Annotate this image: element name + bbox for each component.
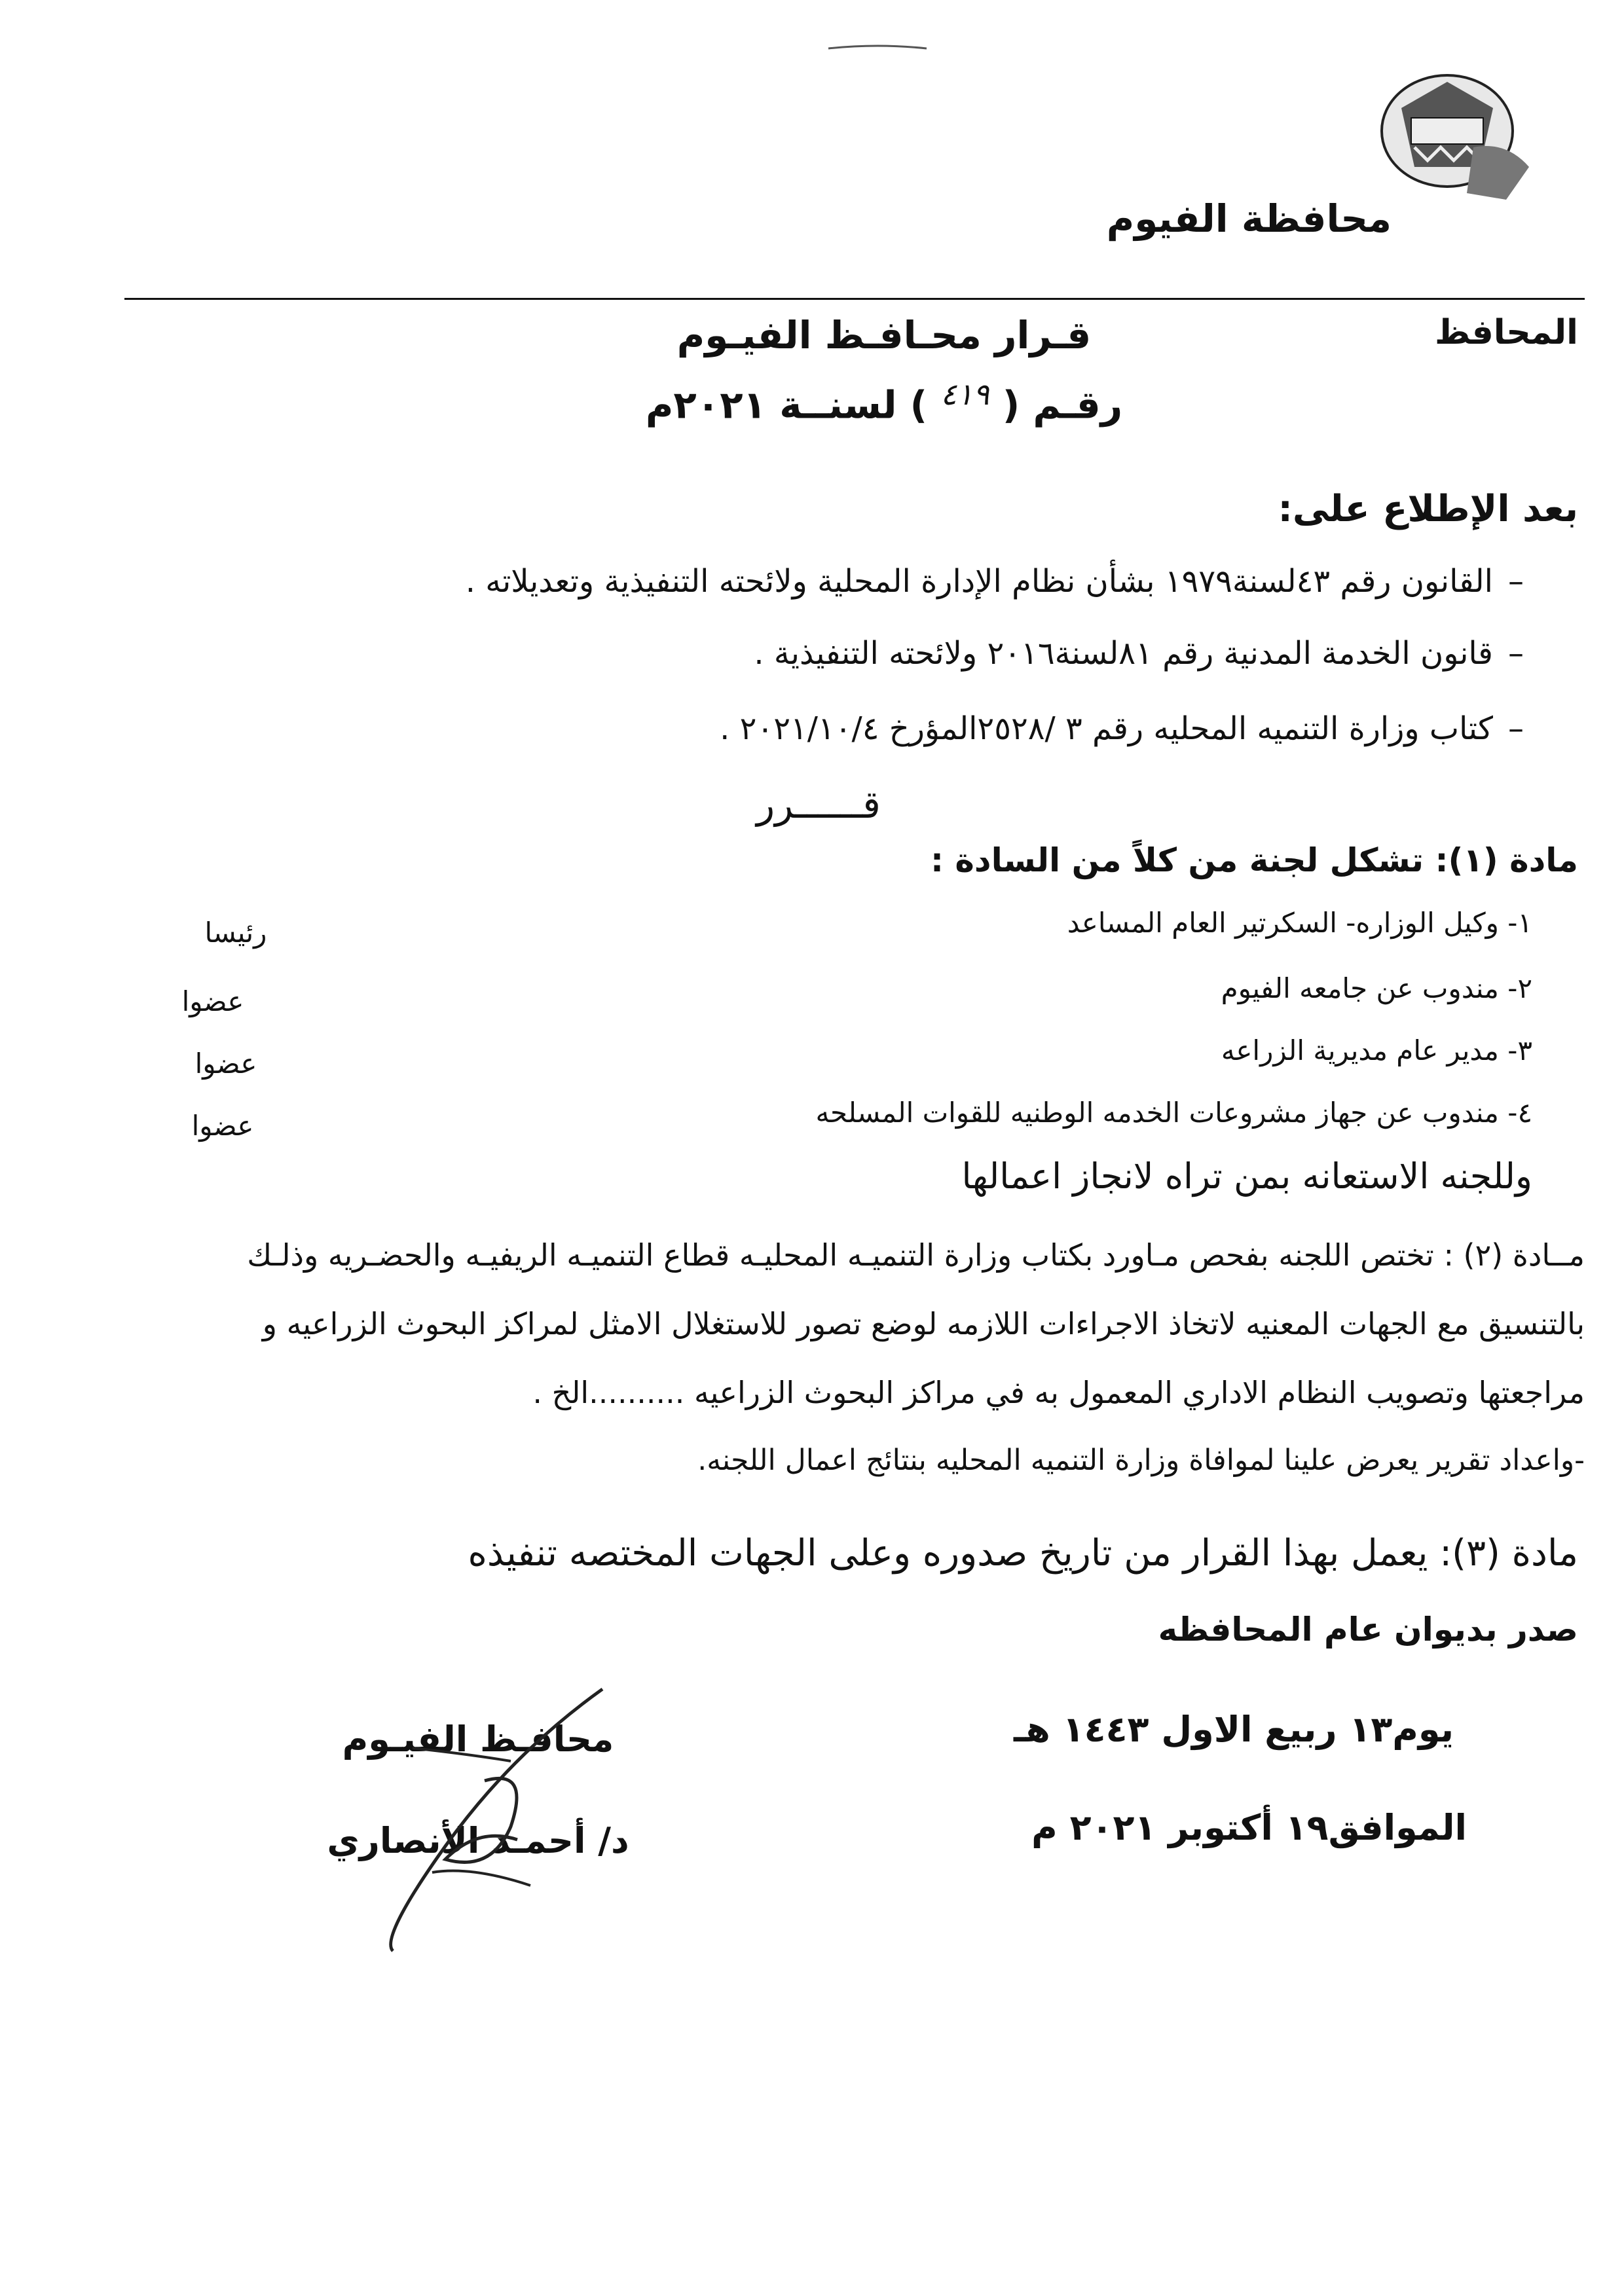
committee-member: ٣- مدير عام مديرية الزراعه	[1221, 1034, 1532, 1066]
top-scan-mark	[825, 41, 930, 52]
decree-number-suffix: ) لسنــة ٢٠٢١م	[645, 382, 928, 428]
decree-number-value: ٤١٩	[940, 376, 989, 412]
article2-line: بالتنسيق مع الجهات المعنيه لاتخاذ الاجراءات اللازمه لوضع تصور للاستغلال الامثل لمراكز البحوث الزراعيه و	[262, 1306, 1585, 1341]
governorate-logo	[1375, 69, 1532, 206]
decree-number	[589, 376, 1179, 427]
committee-role: رئيسا	[204, 917, 267, 949]
article1-heading: مادة (١): تشكل لجنة من كلاً من السادة :	[931, 841, 1578, 879]
preamble-item: –قانون الخدمة المدنية رقم ٨١لسنة٢٠١٦ ولائحته التنفيذية .	[754, 635, 1524, 672]
signatory-name: د/ أحمـد الأنصاري	[327, 1820, 629, 1861]
decree-number-prefix: رقـم (	[1002, 382, 1123, 428]
hijri-date: يوم١٣ ربيع الاول ١٤٤٣ هـ	[1013, 1709, 1454, 1750]
preamble-heading: بعد الإطلاع على:	[1278, 488, 1578, 530]
committee-role: عضوا	[194, 1048, 257, 1080]
governor-label: المحافظ	[1435, 313, 1578, 352]
decision-word: قــــــرر	[756, 782, 881, 827]
committee-member: ٢- مندوب عن جامعه الفيوم	[1221, 972, 1532, 1004]
preamble-item-text: قانون الخدمة المدنية رقم ٨١لسنة٢٠١٦ ولائحته التنفيذية .	[754, 635, 1493, 672]
article2-line: مــادة (٢) : تختص اللجنه بفحص مـاورد بكتاب وزارة التنميـه المحليـه قطاع التنميـه الريفيـه والحضـريه وذلـك	[247, 1237, 1585, 1273]
article3-text: مادة (٣): يعمل بهذا القرار من تاريخ صدوره وعلى الجهات المختصه تنفيذه	[468, 1532, 1578, 1575]
article2-line: -واعداد تقرير يعرض علينا لموافاة وزارة التنميه المحليه بنتائج اعمال اللجنه.	[697, 1444, 1585, 1477]
committee-member: ٤- مندوب عن جهاز مشروعات الخدمه الوطنيه للقوات المسلحه	[815, 1097, 1532, 1129]
decree-title: قـرار محـافـظ الفيـوم	[676, 313, 1092, 357]
preamble-item-text: القانون رقم ٤٣لسنة١٩٧٩ بشأن نظام الإدارة المحلية ولائحته التنفيذية وتعديلاته .	[465, 563, 1493, 600]
gregorian-date: الموافق١٩ أكتوبر ٢٠٢١ م	[1031, 1807, 1467, 1848]
governorate-name: محافظة الفيوم	[1106, 196, 1392, 241]
preamble-item: –القانون رقم ٤٣لسنة١٩٧٩ بشأن نظام الإدارة المحلية ولائحته التنفيذية وتعديلاته .	[465, 563, 1524, 600]
article2-line: مراجعتها وتصويب النظام الاداري المعمول به في مراكز البحوث الزراعيه ..........الخ .	[532, 1375, 1585, 1410]
committee-member: ١- وكيل الوزاره- السكرتير العام المساعد	[1067, 907, 1532, 939]
handwritten-signature	[314, 1676, 642, 1958]
committee-role: عضوا	[191, 1110, 254, 1142]
preamble-item: –كتاب وزارة التنميه المحليه رقم ٣ /٢٥٢٨المؤرخ ٢٠٢١/١٠/٤ .	[720, 710, 1524, 747]
header-divider	[124, 298, 1585, 300]
article1-closing: وللجنه الاستعانه بمن تراه لانجاز اعمالها	[961, 1156, 1532, 1197]
preamble-item-text: كتاب وزارة التنميه المحليه رقم ٣ /٢٥٢٨المؤرخ ٢٠٢١/١٠/٤ .	[720, 710, 1493, 747]
committee-role: عضوا	[181, 985, 244, 1017]
issued-statement: صدر بديوان عام المحافظه	[1158, 1611, 1578, 1649]
signatory-title: محافـظ الفيـوم	[342, 1719, 614, 1760]
